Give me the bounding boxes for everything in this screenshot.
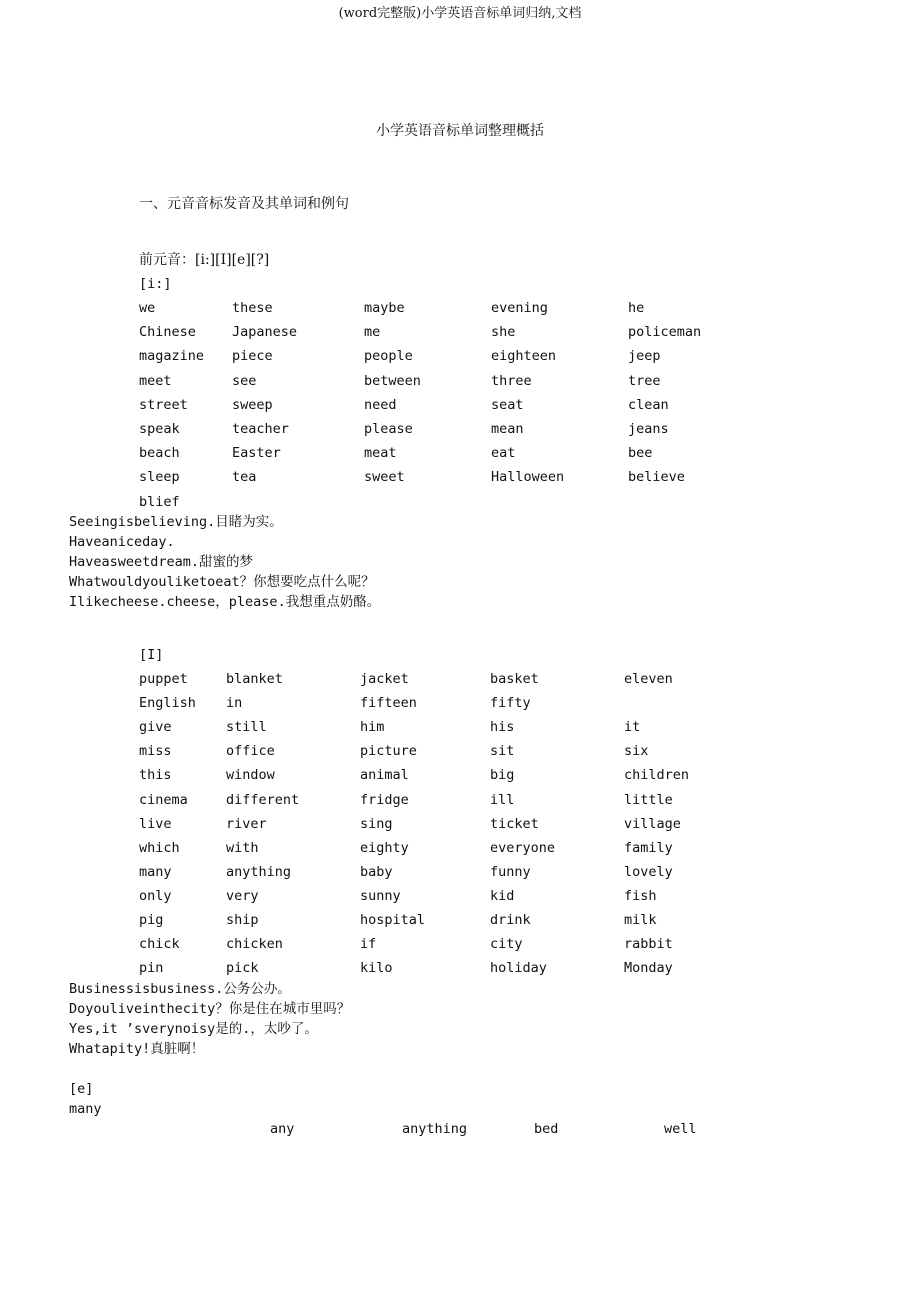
word-cell: Halloween: [491, 469, 565, 486]
word-cell: office: [226, 743, 275, 760]
word-cell: sunny: [360, 887, 401, 904]
word-cell: kilo: [360, 960, 393, 977]
example-sentence: Ilikecheese.cheese，please.我想重点奶酪。: [69, 594, 381, 610]
word-cell: sit: [490, 743, 515, 760]
word-cell: children: [624, 767, 690, 784]
word-cell: me: [364, 324, 381, 341]
word-cell: holiday: [490, 960, 547, 977]
word-cell: many: [139, 863, 172, 880]
example-sentence: Haveaniceday.: [69, 534, 175, 550]
word-cell: fish: [624, 887, 657, 904]
word-cell: picture: [360, 743, 417, 760]
word-cell: eighty: [360, 839, 409, 856]
word-cell: ship: [226, 912, 259, 928]
word-cell: sing: [360, 815, 393, 832]
word-cell: pick: [226, 960, 259, 977]
word-cell: magazine: [139, 348, 205, 365]
word-cell: she: [491, 324, 516, 341]
word-cell: window: [226, 767, 275, 784]
word-cell: drink: [490, 912, 531, 928]
word-cell: village: [624, 815, 681, 832]
word-cell: his: [490, 719, 515, 736]
example-sentence: Whatapity!真脏啊！: [69, 1041, 205, 1057]
word-cell: everyone: [490, 839, 556, 856]
example-sentence: Seeingisbelieving.目睹为实。: [69, 514, 283, 530]
word-cell: little: [624, 791, 673, 808]
word-cell: only: [139, 887, 172, 904]
word-cell: city: [490, 936, 523, 953]
word-cell: this: [139, 767, 172, 784]
word-cell: in: [226, 695, 243, 712]
word-cell: eleven: [624, 671, 673, 687]
word-cell: beach: [139, 445, 180, 462]
word-cell: big: [490, 767, 515, 784]
word-cell: kid: [490, 887, 515, 904]
word-cell: family: [624, 839, 673, 856]
phoneme-label-e: [e]: [69, 1081, 94, 1097]
word-cell: funny: [490, 863, 531, 880]
word-cell: cinema: [139, 791, 188, 808]
word-cell: mean: [491, 421, 524, 437]
word-cell: lovely: [624, 863, 673, 880]
word-cell: eighteen: [491, 348, 557, 365]
word-cell: blief: [139, 493, 180, 510]
word-cell: fifty: [490, 695, 531, 712]
word-cell: jeans: [628, 421, 669, 437]
word-cell: chick: [139, 936, 180, 953]
word-cell: speak: [139, 421, 180, 437]
word-cell: Japanese: [232, 324, 298, 341]
word-cell: very: [226, 887, 259, 904]
phoneme-label-ii: [i:]: [139, 276, 172, 292]
word-cell: these: [232, 300, 273, 316]
word-cell: believe: [628, 469, 685, 486]
example-sentence: Haveasweetdream.甜蜜的梦: [69, 554, 254, 570]
word-cell: hospital: [360, 912, 426, 928]
word-cell: jeep: [628, 348, 661, 365]
word-cell: tea: [232, 469, 257, 486]
word-cell: evening: [491, 300, 548, 316]
word-cell: any: [270, 1121, 295, 1137]
word-cell: bed: [534, 1121, 559, 1137]
word-cell: teacher: [232, 421, 289, 437]
word-cell: give: [139, 719, 172, 736]
word-cell: jacket: [360, 671, 409, 687]
word-cell: pig: [139, 912, 164, 928]
word-cell: live: [139, 815, 172, 832]
word-cell: anything: [226, 863, 292, 880]
word-cell: ticket: [490, 815, 539, 832]
word-cell: need: [364, 396, 397, 413]
word-cell: blanket: [226, 671, 283, 687]
word-cell: which: [139, 839, 180, 856]
word-cell: pin: [139, 960, 164, 977]
word-cell: see: [232, 372, 257, 389]
word-cell: six: [624, 743, 649, 760]
word-cell: maybe: [364, 300, 405, 316]
word-cell: we: [139, 300, 156, 316]
front-vowels-heading: 前元音：[i:][I][e][?]: [139, 252, 270, 268]
section-heading: 一、元音音标发音及其单词和例句: [139, 196, 349, 212]
word-cell: sweep: [232, 396, 273, 413]
word-cell: please: [364, 421, 413, 437]
example-sentence: Yes,it ’sverynoisy是的.，太吵了。: [69, 1021, 318, 1037]
word-cell: baby: [360, 863, 393, 880]
word-cell: English: [139, 695, 196, 712]
word-many: many: [69, 1101, 102, 1117]
document-header: (word完整版)小学英语音标单词归纳,文档: [338, 6, 582, 21]
word-cell: fridge: [360, 791, 409, 808]
word-cell: eat: [491, 445, 516, 462]
word-cell: meet: [139, 372, 172, 389]
word-cell: him: [360, 719, 385, 736]
word-cell: seat: [491, 396, 524, 413]
word-cell: with: [226, 839, 259, 856]
page-title: 小学英语音标单词整理概括: [376, 123, 544, 139]
word-cell: between: [364, 372, 421, 389]
word-cell: it: [624, 719, 641, 736]
word-cell: still: [226, 719, 267, 736]
example-sentence: Doyouliveinthecity？你是住在城市里吗？: [69, 1001, 351, 1017]
word-cell: Chinese: [139, 324, 196, 341]
word-cell: piece: [232, 348, 273, 365]
word-cell: fifteen: [360, 695, 417, 712]
word-cell: Monday: [624, 960, 673, 977]
word-cell: sweet: [364, 469, 405, 486]
word-cell: animal: [360, 767, 409, 784]
word-cell: street: [139, 396, 188, 413]
word-cell: sleep: [139, 469, 180, 486]
word-cell: he: [628, 300, 645, 316]
word-cell: chicken: [226, 936, 283, 953]
word-cell: Easter: [232, 445, 281, 462]
word-cell: clean: [628, 396, 669, 413]
example-sentence: Businessisbusiness.公务公办。: [69, 981, 291, 997]
word-cell: miss: [139, 743, 172, 760]
word-cell: river: [226, 815, 267, 832]
phoneme-label-i: [I]: [139, 647, 164, 663]
word-cell: different: [226, 791, 300, 808]
word-cell: ill: [490, 791, 515, 808]
word-cell: basket: [490, 671, 539, 687]
word-cell: meat: [364, 445, 397, 462]
word-cell: rabbit: [624, 936, 673, 953]
word-cell: tree: [628, 372, 661, 389]
word-cell: bee: [628, 445, 653, 462]
word-cell: milk: [624, 912, 657, 928]
word-cell: puppet: [139, 671, 188, 687]
word-cell: well: [664, 1121, 697, 1137]
word-cell: three: [491, 372, 532, 389]
word-cell: if: [360, 936, 377, 953]
example-sentence: Whatwouldyouliketoeat？你想要吃点什么呢？: [69, 574, 375, 590]
word-cell: anything: [402, 1121, 468, 1137]
word-cell: policeman: [628, 324, 702, 341]
word-cell: people: [364, 348, 413, 365]
